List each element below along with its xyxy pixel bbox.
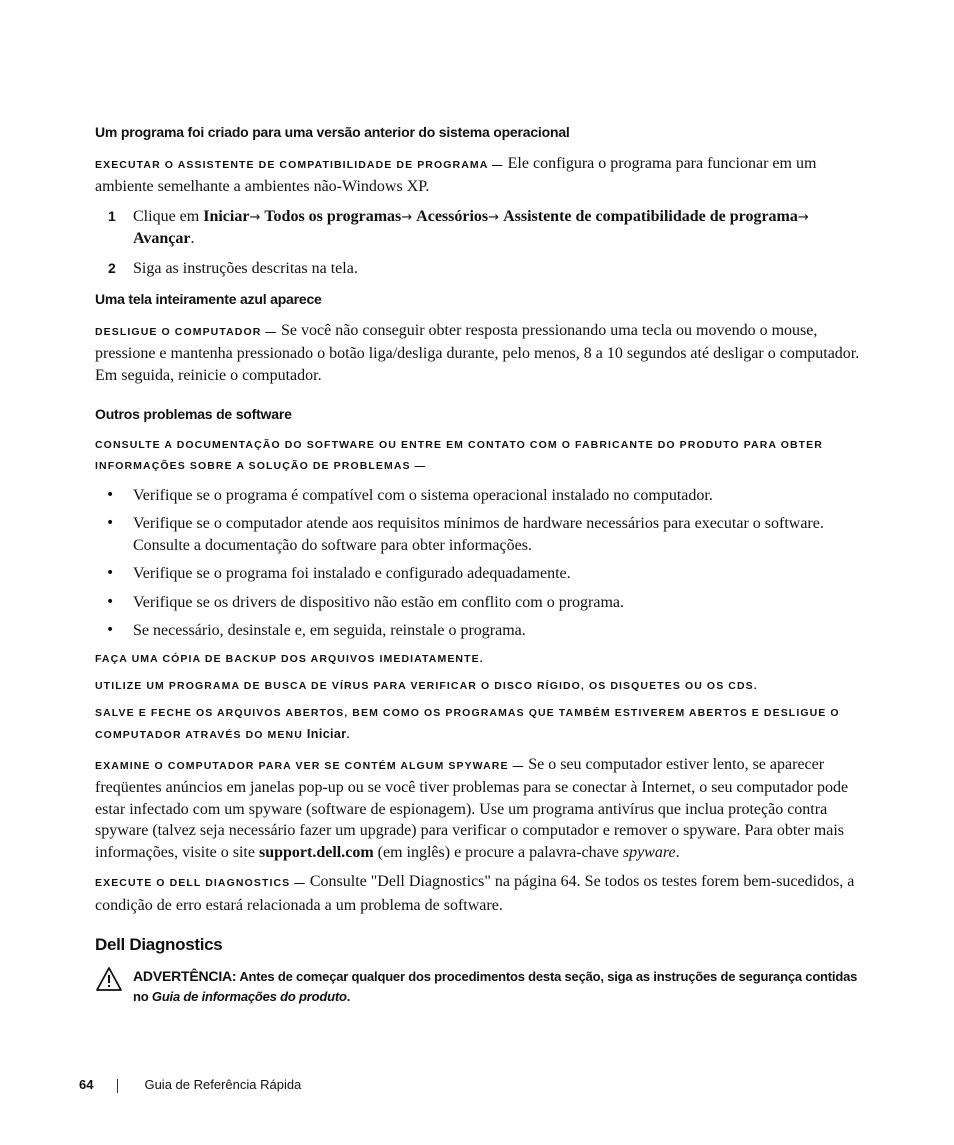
warning-end: .	[346, 988, 351, 1004]
list-item	[95, 592, 865, 614]
spyware-paragraph	[95, 754, 865, 864]
bullet-icon: •	[106, 593, 115, 610]
section-title-other-software: Outros problemas de software	[95, 406, 292, 422]
bullet-text: Verifique se o computador atende aos requisitos mínimos de hardware necessários para executar o software. Consulte a documentação do software para obter informações.	[133, 515, 824, 554]
arrow-icon: →	[401, 209, 413, 225]
arrow-icon: →	[797, 209, 809, 225]
section-title-old-os: Um programa foi criado para uma versão anterior do sistema operacional	[95, 124, 570, 140]
diagnostics-text: Consulte "Dell Diagnostics" na página 64. Se todos os testes forem bem-sucedidos, a condição de erro estará relacionada a um problema de software.	[95, 873, 855, 914]
software-checks-list	[95, 485, 865, 642]
list-item	[95, 620, 865, 642]
arrow-icon: →	[249, 209, 261, 225]
section-title-dell-diagnostics: Dell Diagnostics	[95, 935, 223, 954]
shutdown-paragraph	[95, 320, 865, 387]
save-close-end: .	[346, 728, 351, 741]
step-item	[95, 206, 865, 250]
step-text: Siga as instruções descritas na tela.	[133, 259, 358, 277]
step-suffix: .	[190, 230, 195, 247]
spyware-label: EXAMINE O COMPUTADOR PARA VER SE CONTÉM ALGUM SPYWARE —	[95, 759, 525, 772]
bullet-text: Verifique se os drivers de dispositivo não estão em conflito com o programa.	[133, 593, 624, 611]
spyware-text-1: Se o seu computador estiver lento, se aparecer freqüentes anúncios em janelas pop-up ou se você tiver problemas para se conectar à Internet, o seu computador pode estar infectado com um spyware (software de espionagem). Use um programa antivírus que inclua proteção contra spyware (talvez seja necessário fazer um upgrade) para verificar o computador e remover o spyware. Para obter mais informações, visite o site	[95, 755, 849, 861]
product-guide-title: Guia de informações do produto	[151, 988, 347, 1004]
step-prefix: Clique em	[133, 207, 200, 225]
bullet-text: Verifique se o programa foi instalado e configurado adequadamente.	[133, 565, 571, 582]
list-item	[95, 513, 865, 556]
virus-scan-label: UTILIZE UM PROGRAMA DE BUSCA DE VÍRUS PARA VERIFICAR O DISCO RÍGIDO, OS DISQUETES OU OS CDS.	[95, 679, 758, 692]
diagnostics-label: EXECUTE O DELL DIAGNOSTICS —	[95, 877, 306, 889]
step-number: 1	[108, 207, 116, 224]
compat-wizard-label: EXECUTAR O ASSISTENTE DE COMPATIBILIDADE DE PROGRAMA —	[95, 158, 504, 171]
compat-steps-list	[95, 206, 865, 280]
step-item	[95, 258, 865, 280]
bullet-text: Se necessário, desinstale e, em seguida, reinstale o programa.	[133, 622, 526, 639]
support-site-link[interactable]: support.dell.com	[258, 843, 374, 861]
shutdown-label: DESLIGUE O COMPUTADOR —	[95, 325, 278, 338]
compat-wizard-text: Ele configura o programa para funcionar em um ambiente semelhante a ambientes não-Windows XP.	[95, 154, 817, 195]
menu-path-acessorios: Acessórios	[416, 207, 489, 225]
menu-path-assistente: Assistente de compatibilidade de programa	[503, 207, 798, 225]
bullet-icon: •	[106, 622, 115, 638]
save-close-label	[95, 703, 865, 746]
bullet-icon: •	[106, 515, 115, 531]
spyware-text-2: (em inglês) e procure a palavra-chave	[377, 843, 619, 861]
page-footer	[79, 1077, 301, 1093]
arrow-icon: →	[488, 209, 500, 225]
backup-label: FAÇA UMA CÓPIA DE BACKUP DOS ARQUIVOS IMEDIATAMENTE.	[95, 652, 484, 665]
spyware-keyword: spyware	[622, 843, 676, 861]
start-menu-name: Iniciar	[306, 726, 347, 741]
bullet-icon: •	[106, 486, 115, 503]
warning-label: ADVERTÊNCIA:	[133, 967, 237, 984]
menu-path-iniciar: Iniciar	[203, 207, 250, 225]
list-item	[95, 563, 865, 585]
menu-path-avancar: Avançar	[133, 230, 191, 247]
document-title: Guia de Referência Rápida	[144, 1077, 302, 1092]
section-title-blue-screen: Uma tela inteiramente azul aparece	[95, 291, 322, 307]
step-number: 2	[108, 259, 116, 276]
save-close-text: SALVE E FECHE OS ARQUIVOS ABERTOS, BEM COMO OS PROGRAMAS QUE TAMBÉM ESTIVEREM ABERTOS E DESLIGUE O COMPUTADOR ATRAVÉS DO MENU	[95, 706, 840, 741]
bullet-text: Verifique se o programa é compatível com o sistema operacional instalado no computador.	[133, 486, 713, 504]
page-content	[95, 122, 865, 1007]
consult-docs-label: CONSULTE A DOCUMENTAÇÃO DO SOFTWARE OU ENTRE EM CONTATO COM O FABRICANTE DO PRODUTO PARA OBTER INFORMAÇÕES SOBRE A SOLUÇÃO DE PROBLEMAS —	[95, 438, 823, 472]
page-number: 64	[79, 1077, 94, 1092]
warning-notice	[95, 966, 865, 1007]
footer-divider	[117, 1079, 118, 1093]
shutdown-text: Se você não conseguir obter resposta pressionando uma tecla ou movendo o mouse, pressione e mantenha pressionado o botão liga/desliga durante, pelo menos, 8 a 10 segundos até desligar o computador. Em seguida, reinicie o computador.	[95, 321, 860, 384]
warning-text: Antes de começar qualquer dos procedimentos desta seção, siga as instruções de segurança contidas no	[133, 968, 858, 1004]
spyware-end: .	[675, 843, 680, 861]
menu-path-todos-programas: Todos os programas	[264, 207, 402, 225]
list-item	[95, 485, 865, 507]
bullet-icon: •	[106, 565, 115, 581]
diagnostics-paragraph	[95, 871, 865, 916]
warning-icon	[95, 966, 123, 992]
compat-wizard-paragraph	[95, 153, 865, 198]
